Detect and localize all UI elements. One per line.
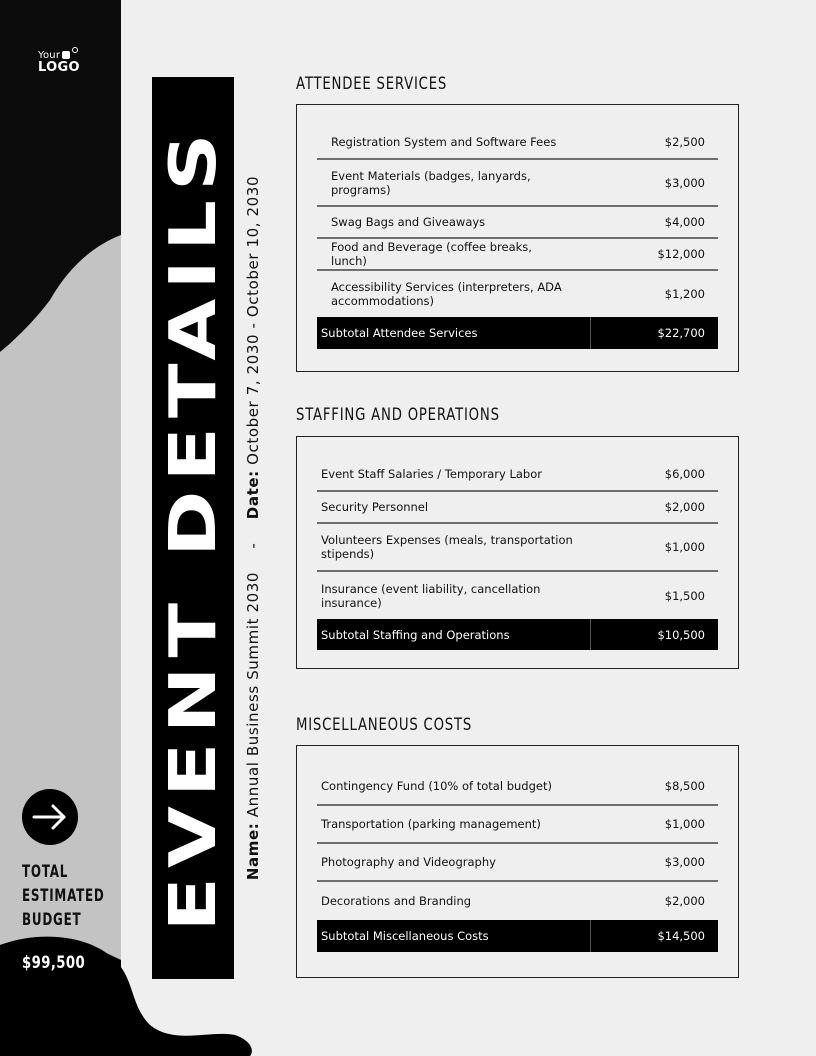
subtotal-label: Subtotal Staffing and Operations xyxy=(321,627,510,642)
table-row xyxy=(317,767,718,806)
table-row xyxy=(317,844,718,882)
section-title-miscellaneous-costs: MISCELLANEOUS COSTS xyxy=(296,715,473,735)
miscellaneous-costs-table xyxy=(317,767,718,952)
table-row xyxy=(317,207,718,239)
table-row xyxy=(317,882,718,920)
row-value: $3,000 xyxy=(664,855,705,869)
event-name: Annual Business Summit 2030 xyxy=(244,571,262,818)
table-row xyxy=(317,806,718,844)
row-value: $2,500 xyxy=(664,135,705,149)
table-row xyxy=(317,271,718,317)
row-label: Contingency Fund (10% of total budget) xyxy=(321,778,552,793)
row-value: $1,000 xyxy=(664,817,705,831)
row-value: $1,500 xyxy=(664,588,705,603)
row-label: Event Materials (badges, lanyards, programs) xyxy=(331,168,531,197)
table-row xyxy=(317,524,718,572)
table-row xyxy=(317,457,718,492)
arrow-button[interactable] xyxy=(22,789,78,845)
logo-mark-icon xyxy=(62,51,70,59)
event-meta xyxy=(244,176,262,880)
subtotal-row xyxy=(317,920,718,952)
attendee-services-table xyxy=(317,126,718,349)
page-title: EVENT DETAILS xyxy=(155,124,231,932)
row-value: $4,000 xyxy=(664,215,705,229)
row-label: Swag Bags and Giveaways xyxy=(331,215,486,229)
section-title-attendee-services: ATTENDEE SERVICES xyxy=(296,74,448,94)
date-label: Date: xyxy=(244,470,262,520)
miscellaneous-costs-box xyxy=(296,745,739,978)
total-estimated-budget-label: TOTAL ESTIMATED BUDGET xyxy=(22,862,105,930)
row-value: $1,000 xyxy=(664,540,705,554)
company-logo: Your LOGO xyxy=(38,47,80,74)
arrow-right-icon xyxy=(22,789,78,845)
table-row xyxy=(317,239,718,271)
table-row xyxy=(317,126,718,160)
row-value: $12,000 xyxy=(657,247,705,261)
row-label: Transportation (parking management) xyxy=(321,817,541,831)
row-value: $3,000 xyxy=(664,175,705,190)
table-row xyxy=(317,572,718,619)
row-value: $2,000 xyxy=(664,500,705,514)
row-value: $1,200 xyxy=(664,287,705,301)
row-label: Insurance (event liability, cancellation insurance) xyxy=(321,581,541,610)
subtotal-value: $22,700 xyxy=(657,326,705,340)
row-label: Food and Beverage (coffee breaks, lunch) xyxy=(331,240,532,268)
row-label: Photography and Videography xyxy=(321,855,496,869)
total-budget-value: $99,500 xyxy=(22,953,86,973)
staffing-operations-table xyxy=(317,457,718,650)
subtotal-row xyxy=(317,619,718,650)
row-label: Registration System and Software Fees xyxy=(331,135,557,149)
subtotal-label: Subtotal Miscellaneous Costs xyxy=(321,929,489,943)
registered-icon xyxy=(72,47,78,53)
row-value: $2,000 xyxy=(664,894,705,908)
table-row xyxy=(317,160,718,207)
event-date: October 7, 2030 - October 10, 2030 xyxy=(244,175,262,465)
section-title-staffing-operations: STAFFING AND OPERATIONS xyxy=(296,405,500,425)
subtotal-value: $14,500 xyxy=(657,929,705,943)
attendee-services-box xyxy=(296,104,739,372)
staffing-operations-box xyxy=(296,436,739,669)
row-label: Decorations and Branding xyxy=(321,894,472,908)
meta-separator: - xyxy=(244,542,262,549)
row-label: Event Staff Salaries / Temporary Labor xyxy=(321,466,542,481)
row-label: Security Personnel xyxy=(321,500,429,514)
row-value: $8,500 xyxy=(664,778,705,793)
table-row xyxy=(317,492,718,524)
name-label: Name: xyxy=(244,822,262,881)
subtotal-label: Subtotal Attendee Services xyxy=(321,326,478,340)
row-label: Accessibility Services (interpreters, ADA accommodations) xyxy=(331,280,562,308)
subtotal-row xyxy=(317,317,718,349)
row-label: Volunteers Expenses (meals, transportation stipends) xyxy=(321,533,573,561)
subtotal-value: $10,500 xyxy=(657,627,705,642)
row-value: $6,000 xyxy=(664,466,705,481)
